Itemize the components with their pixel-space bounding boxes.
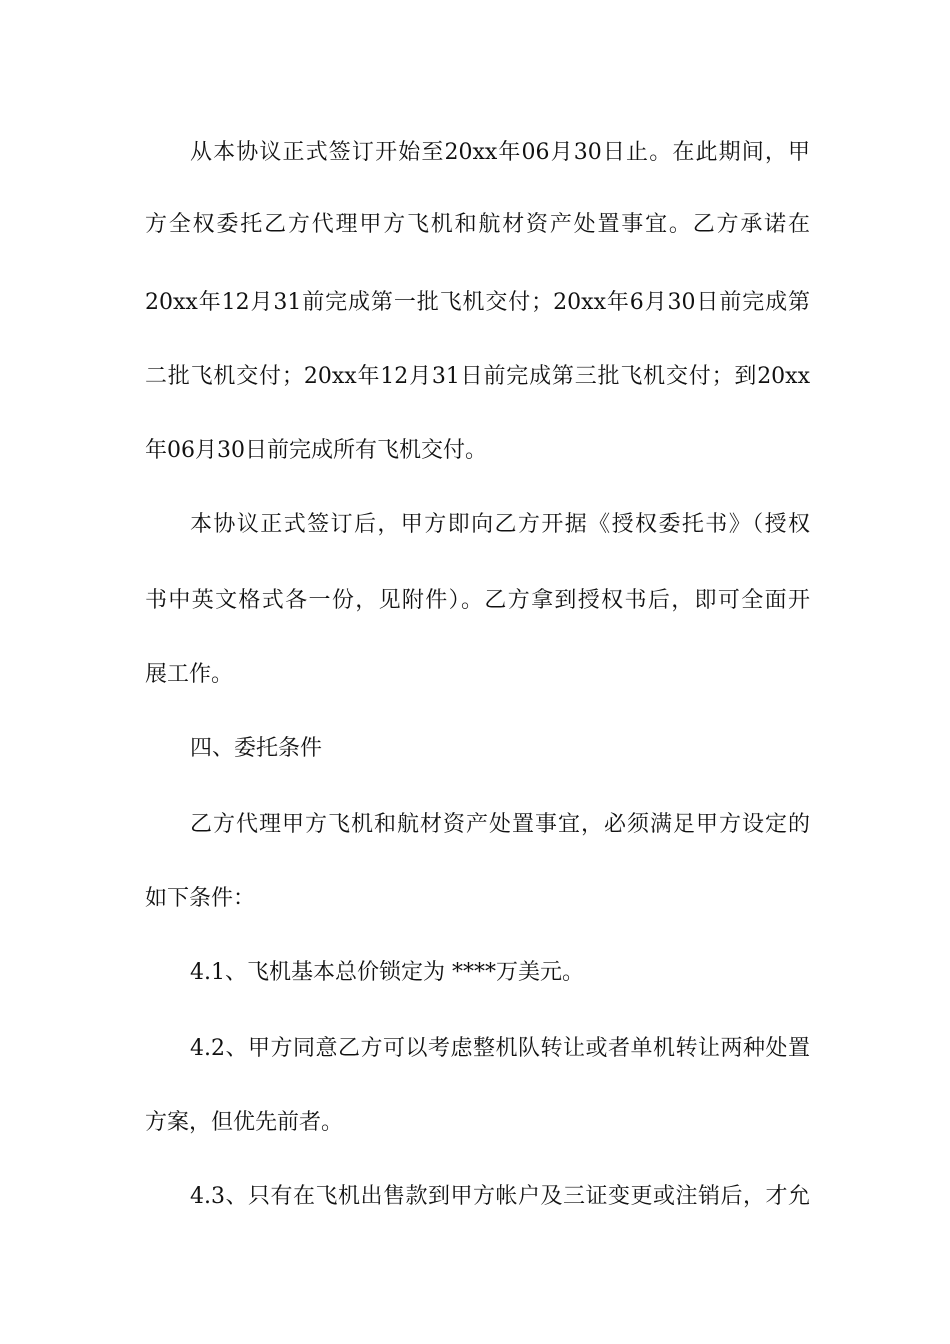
paragraph-2-line-2: 书中英文格式各一份，见附件）。乙方拿到授权书后，即可全面开 xyxy=(145,588,810,613)
paragraph-1-line-5: 年06月30日前完成所有飞机交付。 xyxy=(145,438,487,463)
paragraph-3-line-1: 乙方代理甲方飞机和航材资产处置事宜，必须满足甲方设定的 xyxy=(190,812,810,837)
paragraph-1-line-4: 二批飞机交付；20xx年12月31日前完成第三批飞机交付；到20xx xyxy=(145,364,810,389)
section-heading: 四、委托条件 xyxy=(190,736,323,761)
paragraph-2-line-3: 展工作。 xyxy=(145,662,234,687)
paragraph-3-line-2: 如下条件： xyxy=(145,886,256,911)
clause-4-2-line-2: 方案，但优先前者。 xyxy=(145,1110,344,1135)
paragraph-1-line-2: 方全权委托乙方代理甲方飞机和航材资产处置事宜。乙方承诺在 xyxy=(145,212,810,237)
paragraph-1-line-3: 20xx年12月31前完成第一批飞机交付；20xx年6月30日前完成第 xyxy=(145,290,810,315)
clause-4-2-line-1: 4.2、甲方同意乙方可以考虑整机队转让或者单机转让两种处置 xyxy=(190,1036,810,1061)
paragraph-1-line-1: 从本协议正式签订开始至20xx年06月30日止。在此期间，甲 xyxy=(190,140,810,165)
clause-4-3-line-1: 4.3、只有在飞机出售款到甲方帐户及三证变更或注销后，才允 xyxy=(190,1184,810,1209)
paragraph-2-line-1: 本协议正式签订后，甲方即向乙方开据《授权委托书》（授权 xyxy=(190,512,810,537)
clause-4-1: 4.1、飞机基本总价锁定为 ****万美元。 xyxy=(190,960,584,985)
